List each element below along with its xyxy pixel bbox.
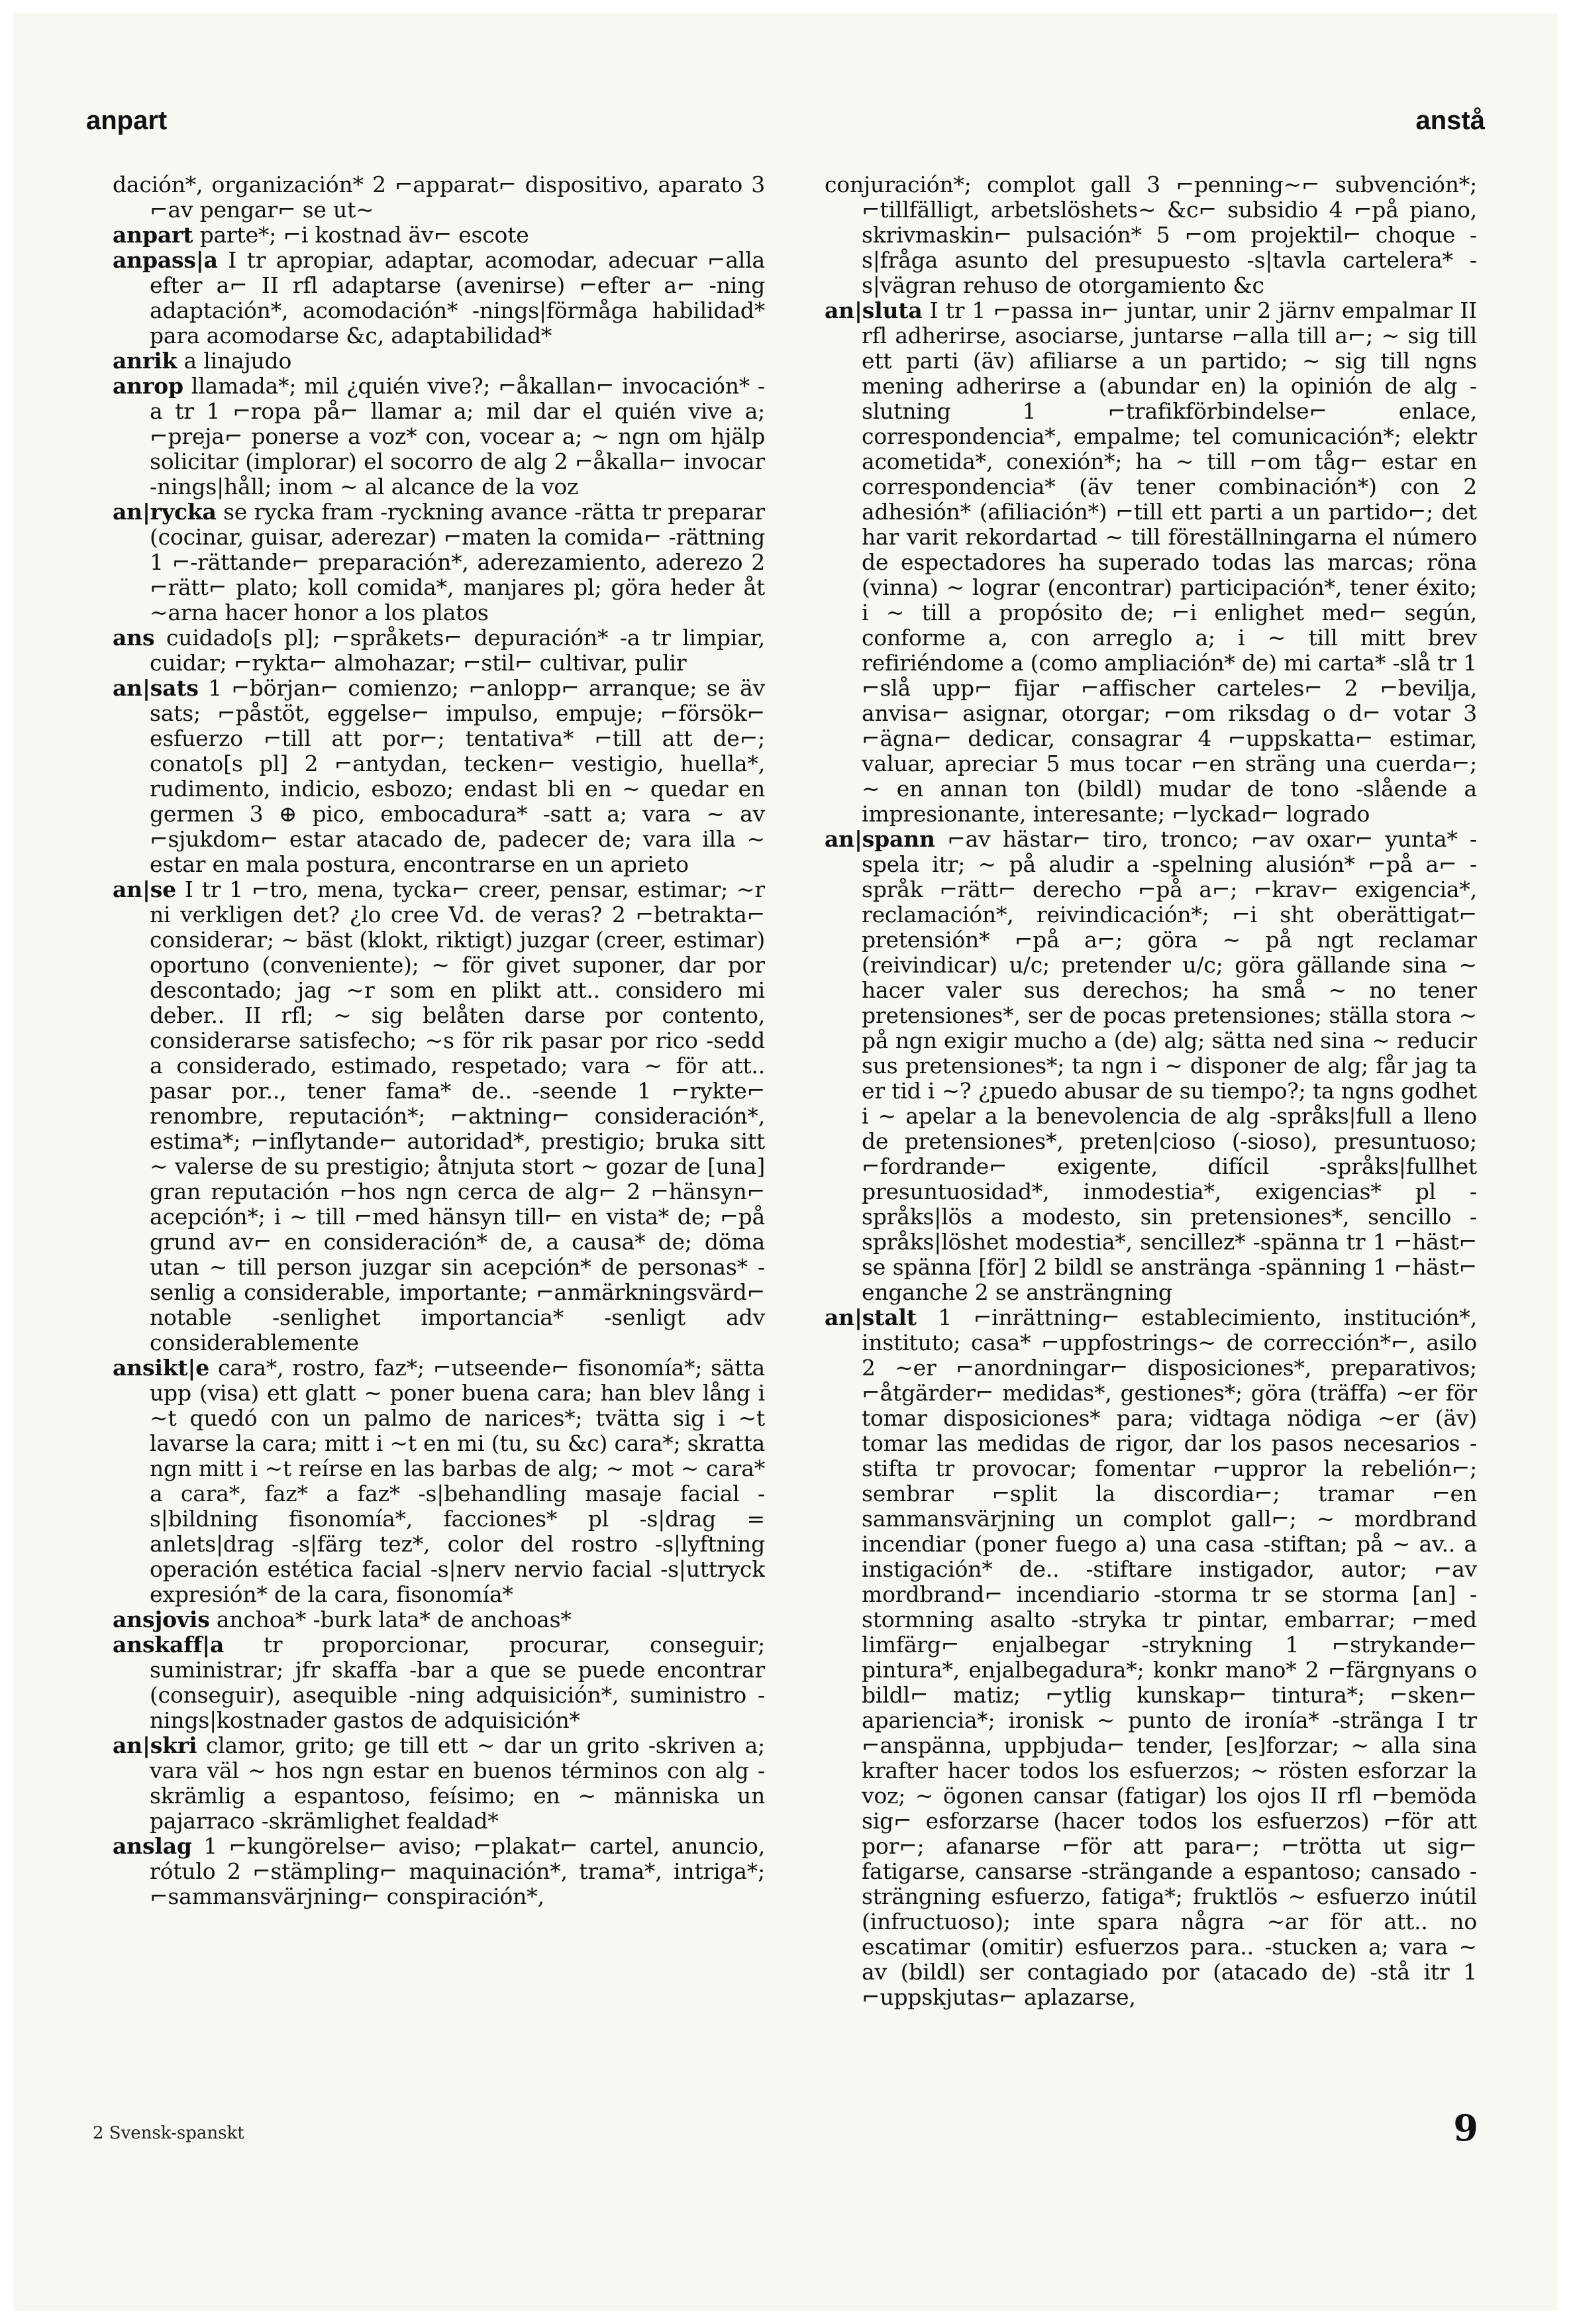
headword: anpass|a <box>113 247 218 273</box>
dictionary-entry <box>825 172 1477 298</box>
definition-text: I tr apropiar, adaptar, acomodar, adecuar ⌐alla efter a⌐ II rfl adaptarse (avenirse) ⌐efter a⌐ -ning adaptación*, acomodación* -nings|förmåga habilidad* para acomodarse &c, adaptabilidad* <box>150 247 765 348</box>
dictionary-entry <box>113 877 765 1355</box>
definition-text: cara*, rostro, faz*; ⌐utseende⌐ fisonomía*; sätta upp (visa) ett glatt ~ poner buena cara; han blev lång i ~t quedó con un palmo de narices*; tvätta sig i ~t lavarse la cara; mitt i ~t en mi (tu, su &c) cara*; skratta ngn mitt i ~t reírse en las barbas de alg; ~ mot ~ cara* a cara*, faz* a faz* -s|behandling masaje facial -s|bildning fisonomía*, facciones* pl -s|drag = anlets|drag -s|färg tez*, color del rostro -s|lyftning operación estética facial -s|nerv nervio facial -s|uttryck expresión* de la cara, fisonomía* <box>150 1355 765 1607</box>
dictionary-page <box>13 13 1558 2311</box>
dictionary-entry <box>113 223 765 248</box>
headword: anrik <box>113 348 177 374</box>
definition-text: I tr 1 ⌐tro, mena, tycka⌐ creer, pensar, estimar; ~r ni verkligen det? ¿lo cree Vd. de veras? 2 ⌐betrakta⌐ considerar; ~ bäst (klokt, riktigt) juzgar (creer, estimar) oportuno (conveniente); ~ för givet suponer, dar por descontado; jag ~r som en plikt att.. considero mi deber.. II rfl; ~ sig belåten darse por contento, considerarse satisfecho; ~s för rik pasar por rico -sedd a considerado, estimado, respetado; vara ~ för att.. pasar por.., tener fama* de.. -seende 1 ⌐rykte⌐ renombre, reputación*; ⌐aktning⌐ consideración*, estima*; ⌐inflytande⌐ autoridad*, prestigio; bruka sitt ~ valerse de su prestigio; åtnjuta stort ~ gozar de [una] gran reputación ⌐hos ngn cerca de alg⌐ 2 ⌐hänsyn⌐ acepción*; i ~ till ⌐med hänsyn till⌐ en vista* de; ⌐på grund av⌐ en consideración* de, a causa* de; döma utan ~ till person juzgar sin acepción* de personas* -senlig a considerable, importante; ⌐anmärkningsvärd⌐ notable -senlighet importancia* -senligt adv considerablemente <box>150 876 765 1355</box>
dictionary-entry <box>113 1607 765 1632</box>
headword: anrop <box>113 373 183 399</box>
dictionary-entry <box>113 676 765 877</box>
dictionary-entry <box>113 1733 765 1834</box>
dictionary-entry <box>113 248 765 348</box>
headword: an|sluta <box>825 297 923 323</box>
page-header <box>86 106 1485 136</box>
page-number: 9 <box>1453 2107 1478 2149</box>
dictionary-entry <box>825 1305 1477 2010</box>
dictionary-entry <box>825 827 1477 1305</box>
headword: an|skri <box>113 1732 197 1758</box>
right-guide-word: anstå <box>1415 106 1485 135</box>
definition-text: I tr 1 ⌐passa in⌐ juntar, unir 2 järnv empalmar II rfl adherirse, asociarse, juntarse ⌐alla till a⌐; ~ sig till ett parti (äv) afiliarse a un partido; ~ sig till ngns mening adherirse a (abundar en) la opinión de alg -slutning 1 ⌐trafikförbindelse⌐ enlace, correspondencia*, empalme; tel comunicación*; elektr acometida*, conexión*; ha ~ till ⌐om tåg⌐ estar en correspondencia* (äv tener combinación*) con 2 adhesión* (afiliación*) ⌐till ett parti a un partido⌐; det har varit rekordartad ~ till föreställningarna el número de espectadores ha superado todas las marcas; röna (vinna) ~ lograr (encontrar) participación*, tener éxito; i ~ till a propósito de; ⌐i enlighet med⌐ según, conforme a, con arreglo a; i ~ till mitt brev refiriéndome a (como ampliación* de) mi carta* -slå tr 1 ⌐slå upp⌐ fijar ⌐affischer carteles⌐ 2 ⌐bevilja, anvisa⌐ asignar, otorgar; ⌐om riksdag o d⌐ votar 3 ⌐ägna⌐ dedicar, consagrar 4 ⌐uppskatta⌐ estimar, valuar, apreciar 5 mus tocar ⌐en sträng una cuerda⌐; ~ en annan ton (bildl) mudar de tono -slående a impresionante, interesante; ⌐lyckad⌐ logrado <box>862 297 1477 827</box>
definition-text: 1 ⌐början⌐ comienzo; ⌐anlopp⌐ arranque; se äv sats; ⌐påstöt, eggelse⌐ impulso, empuje; ⌐försök⌐ esfuerzo ⌐till att por⌐; tentativa* ⌐till att de⌐; conato[s pl] 2 ⌐antydan, tecken⌐ vestigio, huella*, rudimento, indicio, esbozo; endast bli en ~ quedar en germen 3 ⊕ pico, embocadura* -satt a; vara ~ av ⌐sjukdom⌐ estar atacado de, padecer de; vara illa ~ estar en mala postura, encontrarse en un aprieto <box>150 675 765 877</box>
headword: an|spann <box>825 826 935 852</box>
definition-text: 1 ⌐kungörelse⌐ aviso; ⌐plakat⌐ cartel, anuncio, rótulo 2 ⌐stämpling⌐ maquinación*, trama*, intriga*; ⌐sammansvärjning⌐ conspiración*, <box>150 1833 765 1909</box>
headword: an|stalt <box>825 1304 917 1330</box>
definition-text: llamada*; mil ¿quién vive?; ⌐åkallan⌐ invocación* -a tr 1 ⌐ropa på⌐ llamar a; mil dar el quién vive a; ⌐preja⌐ ponerse a voz* con, vocear a; ~ ngn om hjälp solicitar (implorar) el socorro de alg 2 ⌐åkalla⌐ invocar -nings|håll; inom ~ al alcance de la voz <box>150 373 765 500</box>
definition-text: 1 ⌐inrättning⌐ establecimiento, institución*, instituto; casa* ⌐uppfostrings~ de corrección*⌐, asilo 2 ~er ⌐anordningar⌐ disposiciones*, preparativos; ⌐åtgärder⌐ medidas*, gestiones*; göra (träffa) ~er för tomar disposiciones* para; vidtaga nödiga ~er (äv) tomar las medidas de rigor, dar los pasos necesarios -stifta tr provocar; fomentar ⌐uppror la rebelión⌐; sembrar ⌐split la discordia⌐; tramar ⌐en sammansvärjning un complot gall⌐; ~ mordbrand incendiar (poner fuego a) una casa -stiftan; på ~ av.. a instigación* de.. -stiftare instigador, autor; ⌐av mordbrand⌐ incendiario -storma tr se storma [an] -stormning asalto -stryka tr pintar, embarrar; ⌐med limfärg⌐ enjalbegar -strykning 1 ⌐strykande⌐ pintura*, enjalbegadura*; konkr mano* 2 ⌐färgnyans o bildl⌐ matiz; ⌐ytlig kunskap⌐ tintura*; ⌐sken⌐ apariencia*; ironisk ~ punto de ironía* -stränga I tr ⌐anspänna, uppbjuda⌐ tender, [es]forzar; ~ alla sina krafter hacer todos los esfuerzos; ~ rösten esforzar la voz; ~ ögonen cansar (fatigar) los ojos II rfl ⌐bemöda sig⌐ esforzarse (hacer todos los esfuerzos) ⌐för att por⌐; afanarse ⌐för att para⌐; ⌐trötta ut sig⌐ fatigarse, cansarse -strängande a espantoso; cansado -strängning esfuerzo, fatiga*; fruktlös ~ esfuerzo inútil (infructuoso); inte spara några ~ar för att.. no escatimar (omitir) esfuerzos para.. -stucken a; vara ~ av (bildl) ser contagiado por (atacado de) -stå itr 1 ⌐uppskjutas⌐ aplazarse, <box>862 1304 1477 2010</box>
definition-text: cuidado[s pl]; ⌐språkets⌐ depuración* -a tr limpiar, cuidar; ⌐rykta⌐ almohazar; ⌐stil⌐ cultivar, pulir <box>150 625 765 676</box>
definition-text: ⌐av hästar⌐ tiro, tronco; ⌐av oxar⌐ yunta* -spela itr; ~ på aludir a -spelning alusión* ⌐på a⌐ -språk ⌐rätt⌐ derecho ⌐på a⌐; ⌐krav⌐ exigencia*, reclamación*, reivindicación*; ⌐i sht oberättigat⌐ pretensión* ⌐på a⌐; göra ~ på ngt reclamar (reivindicar) u/c; pretender u/c; göra gällande sina ~ hacer valer sus derechos; ha små ~ no tener pretensiones*, ser de pocas pretensiones; ställa stora ~ på ngn exigir mucho a (de) alg; sätta ned sina ~ reducir sus pretensiones*; ta ngn i ~ disponer de alg; får jag ta er tid i ~? ¿puedo abusar de su tiempo?; ta ngns godhet i ~ apelar a la benevolencia de alg -språks|full a lleno de pretensiones*, preten|cioso (-sioso), presuntuoso; ⌐fordrande⌐ exigente, difícil -språks|fullhet presuntuosidad*, inmodestia*, exigencias* pl -språks|lös a modesto, sin pretensiones*, sencillo -språks|löshet modestia*, sencillez* -spänna tr 1 ⌐häst⌐ se spänna [för] 2 bildl se anstränga -spänning 1 ⌐häst⌐ enganche 2 se ansträngning <box>862 826 1477 1305</box>
left-column <box>113 172 765 2113</box>
definition-text: conjuración*; complot gall 3 ⌐penning~⌐ subvención*; ⌐tillfälligt, arbetslöshets~ &c⌐ subsidio 4 ⌐på piano, skrivmaskin⌐ pulsación* 5 ⌐om projektil⌐ choque -s|fråga asunto del presupuesto -s|tavla cartelera* -s|vägran rehuso de otorgamiento &c <box>825 172 1477 298</box>
headword: an|sats <box>113 675 199 701</box>
signature-mark: 2 Svensk-spanskt <box>93 2123 244 2143</box>
dictionary-entry <box>113 172 765 223</box>
headword: an|rycka <box>113 499 217 525</box>
dictionary-entry <box>113 500 765 625</box>
headword: anpart <box>113 222 193 248</box>
definition-text: a linajudo <box>183 348 292 374</box>
headword: ans <box>113 625 155 651</box>
left-guide-word: anpart <box>86 106 168 135</box>
text-columns <box>113 172 1477 2113</box>
right-column <box>825 172 1477 2113</box>
headword: ansjovis <box>113 1607 210 1632</box>
dictionary-entry <box>113 1834 765 1909</box>
dictionary-entry <box>825 298 1477 827</box>
definition-text: parte*; ⌐i kostnad äv⌐ escote <box>199 222 529 248</box>
headword: an|se <box>113 876 176 902</box>
dictionary-entry <box>113 625 765 676</box>
definition-text: clamor, grito; ge till ett ~ dar un grito -skriven a; vara väl ~ hos ngn estar en buenos términos con alg -skrämlig a espantoso, feísimo; en ~ människa un pajarraco -skrämlighet fealdad* <box>150 1732 765 1834</box>
headword: anskaff|a <box>113 1632 225 1658</box>
definition-text: tr proporcionar, procurar, conseguir; suministrar; jfr skaffa -bar a que se puede encontrar (conseguir), asequible -ning adquisición*, suministro -nings|kostnader gastos de adquisición* <box>150 1632 765 1733</box>
definition-text: se rycka fram -ryckning avance -rätta tr preparar (cocinar, guisar, aderezar) ⌐maten la comida⌐ -rättning 1 ⌐-rättande⌐ preparación*, aderezamiento, aderezo 2 ⌐rätt⌐ plato; koll comida*, manjares pl; göra heder åt ~arna hacer honor a los platos <box>150 499 765 625</box>
dictionary-entry <box>113 1355 765 1607</box>
dictionary-entry <box>113 1632 765 1733</box>
headword: anslag <box>113 1833 192 1859</box>
definition-text: dación*, organización* 2 ⌐apparat⌐ dispositivo, aparato 3 ⌐av pengar⌐ se ut~ <box>113 172 765 223</box>
dictionary-entry <box>113 348 765 374</box>
definition-text: anchoa* -burk lata* de anchoas* <box>216 1607 572 1632</box>
headword: ansikt|e <box>113 1355 209 1381</box>
dictionary-entry <box>113 374 765 500</box>
